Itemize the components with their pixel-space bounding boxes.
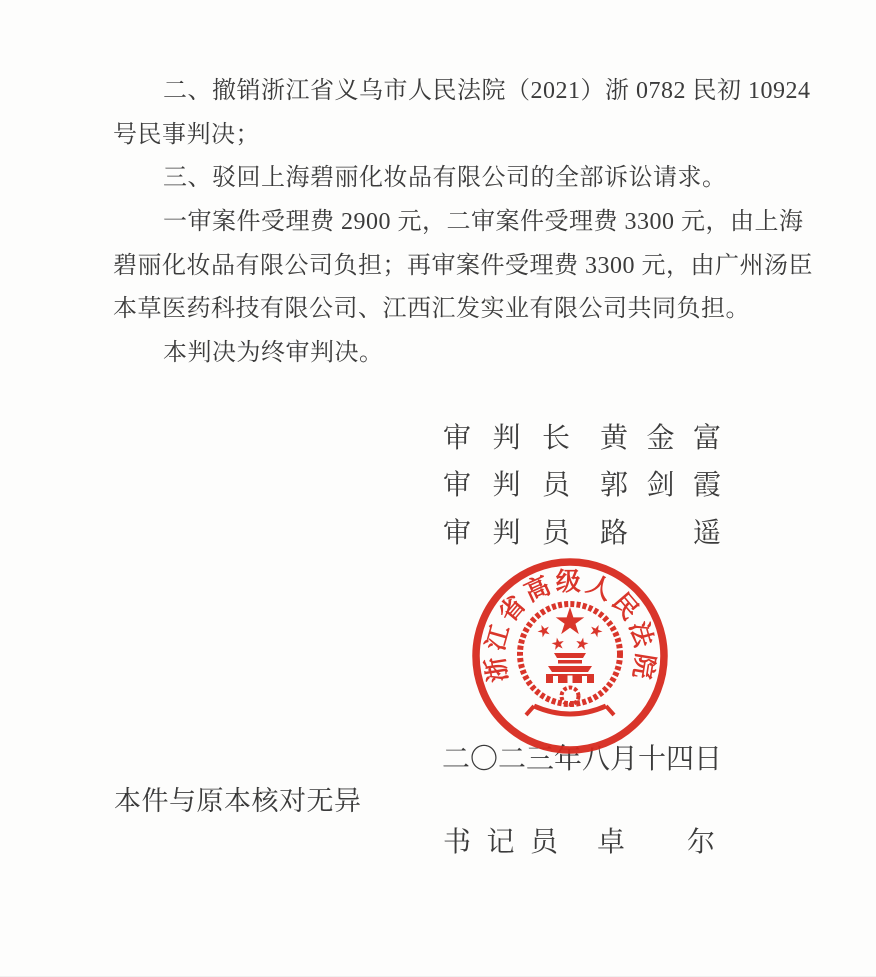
judge-role: 审判员 bbox=[443, 470, 570, 502]
seal-text: 浙江省高级人民法院 bbox=[481, 568, 659, 685]
verification-note: 本件与原本核对无异 bbox=[114, 786, 362, 816]
clerk-name: 卓尔 bbox=[597, 827, 715, 858]
judge-role: 审判长 bbox=[443, 422, 570, 454]
signature-row bbox=[443, 460, 721, 508]
signature-row bbox=[443, 412, 721, 460]
court-seal-graphic bbox=[470, 556, 670, 756]
body-line: 碧丽化妆品有限公司负担；再审案件受理费 3300 元，由广州汤臣 bbox=[113, 252, 813, 279]
body-line: 三、驳回上海碧丽化妆品有限公司的全部诉讼请求。 bbox=[163, 165, 727, 192]
signature-block bbox=[443, 412, 721, 555]
judge-name: 路遥 bbox=[600, 517, 721, 549]
national-emblem-icon bbox=[520, 604, 620, 715]
clerk-role: 书记员 bbox=[443, 827, 558, 858]
body-line: 二、撤销浙江省义乌市人民法院（2021）浙 0782 民初 10924 bbox=[163, 78, 811, 104]
body-line: 一审案件受理费 2900 元，二审案件受理费 3300 元，由上海 bbox=[163, 209, 804, 236]
judgment-date: 二〇二三年八月十四日 bbox=[442, 744, 723, 775]
court-seal bbox=[470, 556, 670, 756]
body-line: 本草医药科技有限公司、江西汇发实业有限公司共同负担。 bbox=[113, 296, 750, 323]
judge-name: 黄金富 bbox=[600, 422, 721, 454]
clerk-signature bbox=[443, 820, 715, 860]
judgment-body bbox=[113, 70, 813, 376]
body-line: 号民事判决； bbox=[113, 121, 260, 148]
judge-role: 审判员 bbox=[443, 517, 570, 549]
body-line: 本判决为终审判决。 bbox=[163, 340, 384, 367]
signature-row bbox=[443, 507, 721, 555]
judge-name: 郭剑霞 bbox=[600, 470, 721, 502]
